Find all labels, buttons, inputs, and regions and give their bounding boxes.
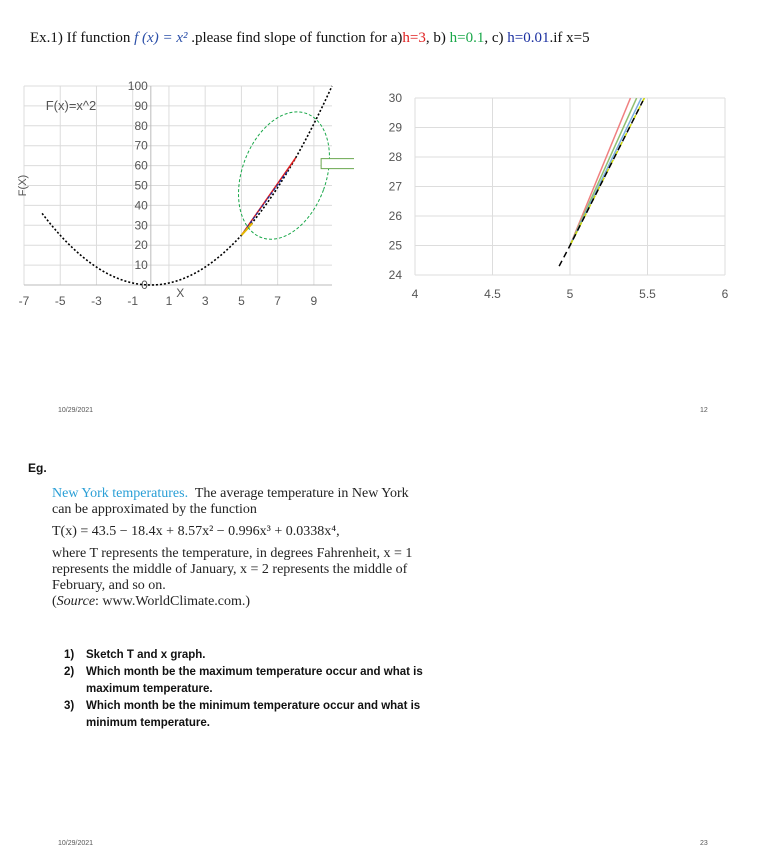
title-function: f (x) = x² <box>134 30 188 46</box>
y-tick-label: 24 <box>388 268 402 282</box>
x-tick-label: -3 <box>91 294 102 308</box>
x-tick-label: 5 <box>566 287 574 301</box>
question-text: Which month be the maximum temperature occur and what is maximum temperature. <box>86 666 423 695</box>
x-tick-label: 5.5 <box>639 287 656 301</box>
x-tick-label: -1 <box>127 294 139 308</box>
question-number: 1) <box>64 649 75 661</box>
question-text: Sketch T and x graph. <box>86 649 206 661</box>
source-open: ( <box>52 594 57 609</box>
y-tick-label: 25 <box>388 238 402 253</box>
title-h-c: h=0.01 <box>507 30 550 46</box>
slide1-footer-date: 10/29/2021 <box>58 407 94 414</box>
problem-intro: The average temperature in New York can be approximated by the function <box>52 486 409 517</box>
y-tick-label: 40 <box>134 198 148 213</box>
question-item <box>64 647 454 664</box>
y-tick-label: 60 <box>134 158 148 173</box>
y-tick-label: 27 <box>388 179 402 194</box>
source-label: Source <box>56 594 96 609</box>
slide2-footer-date: 10/29/2021 <box>58 840 94 847</box>
zoom-arrow <box>321 153 354 175</box>
x-tick-label: -7 <box>18 294 30 308</box>
problem-description: where T represents the temperature, in degrees Fahrenheit, x = 1 represents the middle of January, x = 2 represents the middle of February, and so on. <box>52 546 413 593</box>
x-tick-label: 9 <box>310 294 318 308</box>
title-suffix: .if x=5 <box>549 30 590 46</box>
y-axis-title: F(X) <box>17 174 29 197</box>
question-text: Which month be the minimum temperature occur and what is minimum temperature. <box>86 700 421 729</box>
x-tick-label: 1 <box>165 294 173 308</box>
problem-title: New York temperatures. <box>52 486 189 501</box>
y-tick-label: 30 <box>388 91 402 105</box>
slide1-page-number: 12 <box>700 407 708 414</box>
question-item <box>64 664 454 698</box>
parabola-chart <box>14 78 354 318</box>
title-h-b: h=0.1 <box>449 30 485 46</box>
x-tick-label: 3 <box>201 294 209 308</box>
x-axis-title: X <box>176 286 185 300</box>
problem-text <box>52 486 422 610</box>
y-tick-label: 80 <box>134 118 148 133</box>
y-tick-label: 30 <box>134 218 148 233</box>
y-tick-label: 26 <box>388 209 402 223</box>
title-sep-c: , c) <box>484 30 508 46</box>
x-tick-label: 6 <box>721 287 729 301</box>
zoomed-chart <box>380 84 740 309</box>
question-item <box>64 698 454 732</box>
title-h-a: h=3 <box>402 30 426 46</box>
y-tick-label: 100 <box>127 79 148 93</box>
y-tick-label: 29 <box>388 120 402 135</box>
eg-label: Eg. <box>28 461 47 475</box>
y-tick-label: 10 <box>134 258 148 273</box>
question-number: 2) <box>64 666 75 678</box>
chart-title: F(x)=x^2 <box>45 97 97 113</box>
x-tick-label: 4 <box>411 287 419 301</box>
y-tick-label: 50 <box>134 178 148 193</box>
title-sep-b: , b) <box>425 30 450 46</box>
x-tick-label: 7 <box>274 294 281 308</box>
y-tick-label: 70 <box>134 138 148 153</box>
y-tick-label: 90 <box>134 98 148 113</box>
x-tick-label: 4.5 <box>484 287 501 301</box>
x-tick-label: 5 <box>238 294 245 308</box>
y-tick-label: 28 <box>388 150 402 164</box>
source-text: : www.WorldClimate.com.) <box>95 594 251 609</box>
slide2-page-number: 23 <box>700 840 708 847</box>
x-tick-label: -5 <box>54 294 66 308</box>
y-tick-label: 20 <box>134 238 148 253</box>
problem-formula: T(x) = 43.5 − 18.4x + 8.57x² − 0.996x³ + 0.0338x⁴, <box>52 524 340 539</box>
y-tick-label: 0 <box>141 278 148 292</box>
slide1-title <box>30 30 590 47</box>
question-number: 3) <box>64 700 75 712</box>
question-list <box>64 647 454 732</box>
series-line <box>570 98 630 246</box>
title-prefix: Ex.1) If function <box>30 30 135 46</box>
zoomed-series-group <box>559 98 644 266</box>
title-middle: .please find slope of function for a) <box>187 30 403 46</box>
